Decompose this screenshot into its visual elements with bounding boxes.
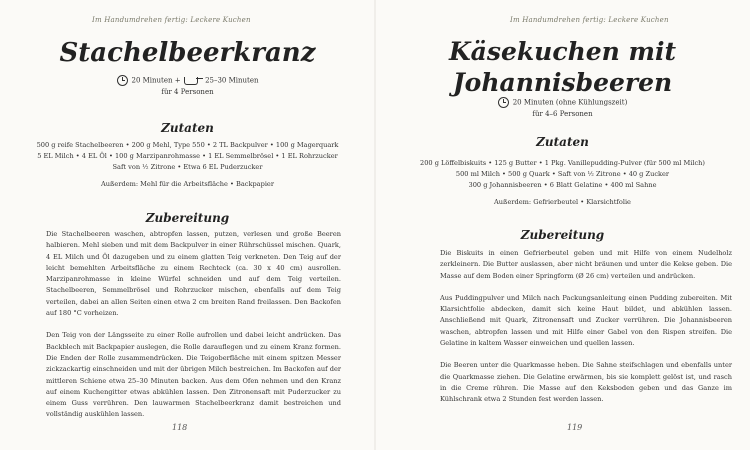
method-heading: Zubereitung <box>145 211 230 225</box>
right-page <box>375 0 750 450</box>
ingredient-line: 300 g Johannisbeeren • 6 Blatt Gelatine • 400 ml Sahne <box>468 181 657 189</box>
ingredient-line: 200 g Löffelbiskuits • 125 g Butter • 1 Pkg. Vanillepudding-Pulver (für 500 ml Milch) <box>420 159 705 167</box>
prep-time: 20 Minuten + <box>131 76 181 85</box>
ingredients-list <box>395 158 730 208</box>
method-paragraph: Den Teig von der Längsseite zu einer Rolle aufrollen und dabei leicht andrücken. Das Backblech mit Backpapier auslegen, die Rolle darauflegen und zu einem Kranz formen. Die Enden der Rolle zusammendrücken. Die Teigoberfläche mit einem spitzen Messer zickzackartig einschneiden und mit der übrigen Milch bestreichen. Im Backofen auf der mittleren Schiene etwa 25–30 Minuten backen. Aus dem Ofen nehmen und den Kranz auf einem Kuchengitter etwas abkühlen lassen. Den Zitronensaft mit Puderzucker zu einem Guss verrühren. Den lauwarmen Stachelbeerkranz damit bestreichen und vollständig auskühlen lassen. <box>46 331 341 419</box>
ingredient-line: 5 EL Milch • 4 EL Öl • 100 g Marzipanrohmasse • 1 EL Semmelbrösel • 1 EL Rohrzucker <box>37 152 338 160</box>
page-number: 119 <box>567 423 583 432</box>
method-paragraph: Die Stachelbeeren waschen, abtropfen lassen, putzen, verlesen und große Beeren halbieren. Mehl sieben und mit dem Backpulver in einer Rührschüssel mischen. Quark, 4 EL Milch und Öl dazugeben und zu einem glatten Teig verkneten. Den Teig auf der leicht bemehlten Arbeitsfläche zu einem Rechteck (ca. 30 x 40 cm) ausrollen. Marzipanrohmasse in kleine Würfel schneiden und auf dem Teig verteilen. Stachelbeeren, Semmelbrösel und Rohrzucker mischen, ebenfalls auf dem Teig verteilen, dabei an allen Seiten einen etwa 2 cm breiten Rand freilassen. Den Backofen auf 180 °C vorheizen. <box>46 230 341 318</box>
method-paragraph: Die Beeren unter die Quarkmasse heben. Die Sahne steifschlagen und ebenfalls unter die Quarkmasse ziehen. Die Gelatine erwärmen, bis sie komplett gelöst ist, und rasch in die Creme rühren. Die Masse auf den Keksboden geben und das Ganze im Kühlschrank etwa 2 Stunden fest werden lassen. <box>440 361 732 404</box>
clock-icon <box>117 75 128 86</box>
running-head: Im Handumdrehen fertig: Leckere Kuchen <box>510 16 669 24</box>
running-head: Im Handumdrehen fertig: Leckere Kuchen <box>92 16 251 24</box>
method-text <box>46 229 341 432</box>
time-info <box>0 75 375 98</box>
servings: für 4 Personen <box>161 87 214 96</box>
ingredient-line: 500 ml Milch • 500 g Quark • Saft von ½ Zitrone • 40 g Zucker <box>455 170 670 178</box>
page-number: 118 <box>172 423 188 432</box>
recipe-title: Stachelbeerkranz <box>59 38 316 68</box>
ingredient-line: Saft von ½ Zitrone • Etwa 6 EL Puderzucker <box>112 163 263 171</box>
ingredients-extra: Außerdem: Mehl für die Arbeitsfläche • Backpapier <box>101 180 274 188</box>
recipe-title-line: Johannisbeeren <box>452 68 673 97</box>
cook-time: 25–30 Minuten <box>205 76 259 85</box>
method-heading: Zubereitung <box>520 228 605 242</box>
clock-icon <box>498 97 509 108</box>
recipe-title <box>375 36 750 98</box>
method-paragraph: Die Biskuits in einen Gefrierbeutel geben und mit Hilfe von einem Nudelholz zerkleinern. Die Butter auslassen, aber nicht bräunen und unter die Kekse geben. Die Masse auf dem Boden einer Springform (Ø 26 cm) verteilen und andrücken. <box>440 249 732 280</box>
recipe-title-line: Käsekuchen mit <box>448 37 677 66</box>
ingredients-list <box>20 140 355 190</box>
ingredients-extra: Außerdem: Gefrierbeutel • Klarsichtfolie <box>494 198 631 206</box>
method-text <box>440 248 732 417</box>
method-paragraph: Aus Puddingpulver und Milch nach Packungsanleitung einen Pudding zubereiten. Mit Klarsichtfolie abdecken, damit sich keine Haut bildet, und abkühlen lassen. Anschließend mit Quark, Zitronensaft und Zucker verrühren. Die Johannisbeeren waschen, abtropfen lassen und mit Hilfe einer Gabel von den Rispen streifen. Die Gelatine in kaltem Wasser einweichen und quellen lassen. <box>440 293 732 348</box>
time-info <box>375 97 750 120</box>
servings: für 4–6 Personen <box>532 109 593 118</box>
ingredients-heading: Zutaten <box>161 121 214 135</box>
prep-time: 20 Minuten (ohne Kühlungszeit) <box>512 98 628 107</box>
ingredient-line: 500 g reife Stachelbeeren • 200 g Mehl, Type 550 • 2 TL Backpulver • 100 g Magerquark <box>36 141 339 149</box>
ingredients-heading: Zutaten <box>536 135 589 149</box>
pot-icon <box>184 77 198 85</box>
